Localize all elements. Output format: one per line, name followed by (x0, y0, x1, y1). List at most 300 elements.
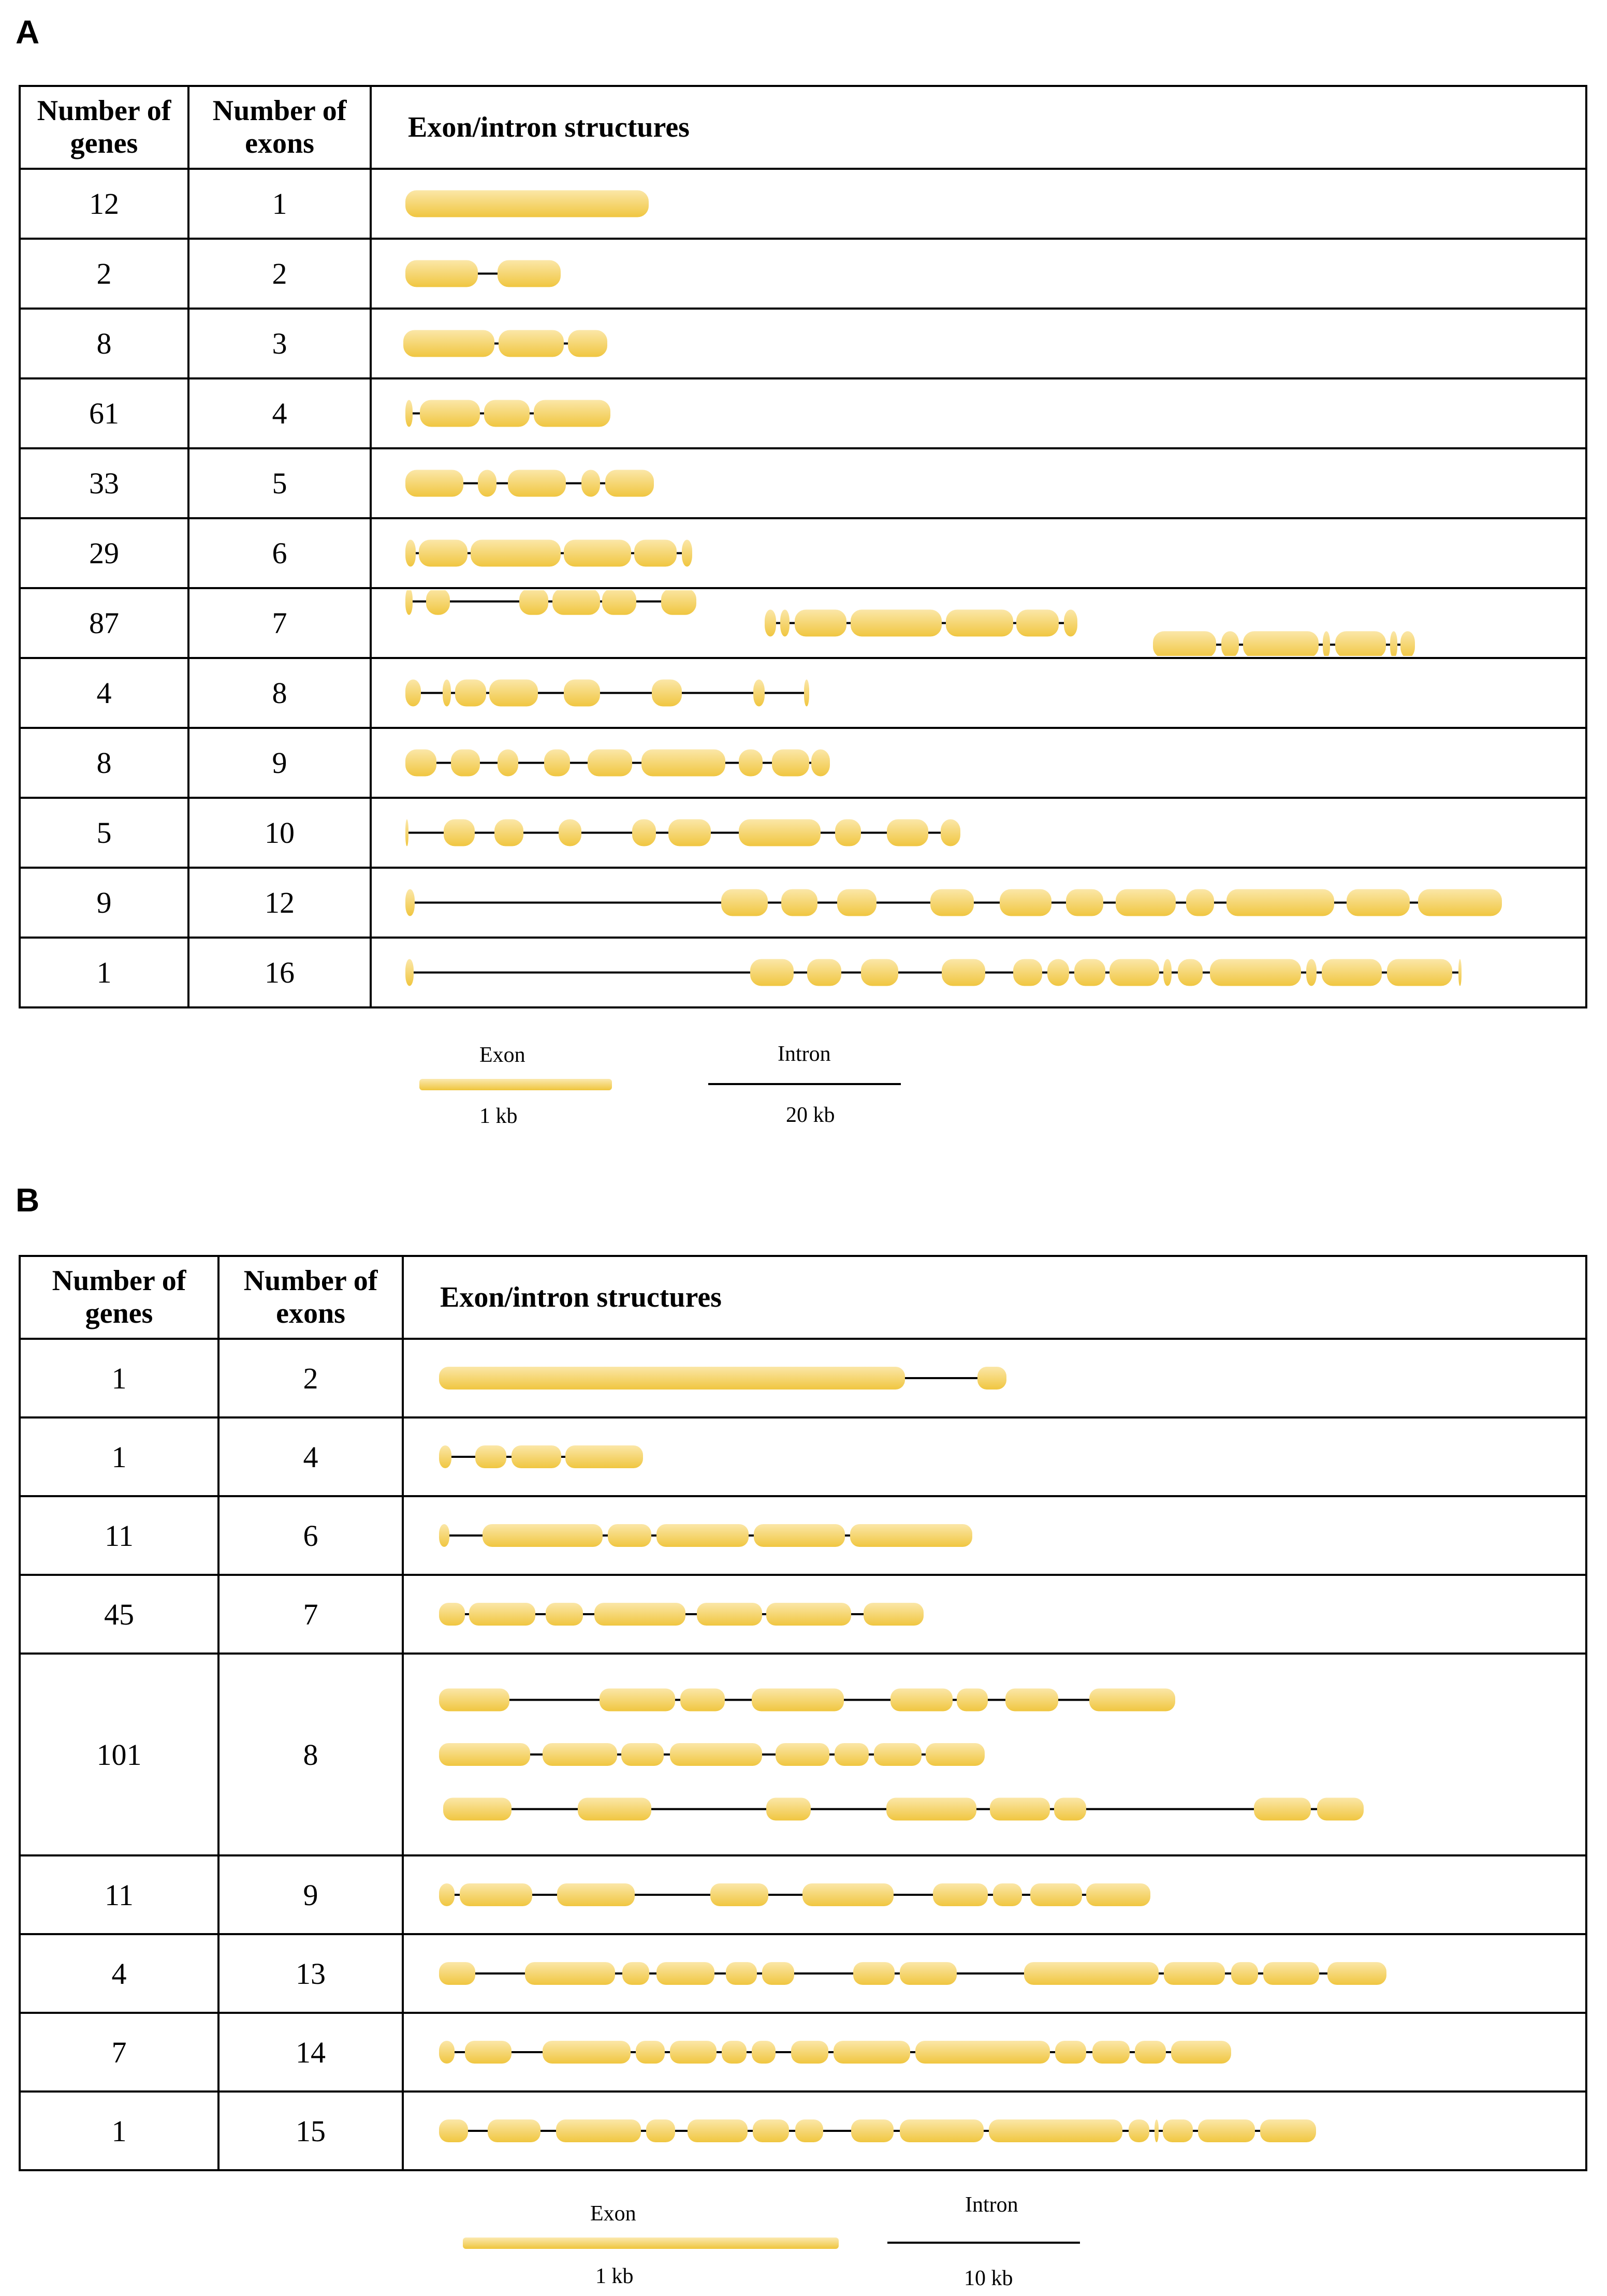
exon-block (439, 1689, 509, 1712)
gene-structure-diagram (372, 171, 1583, 237)
exon-block (1030, 1883, 1082, 1906)
table-row (20, 1855, 1586, 1934)
table-row (20, 169, 1586, 239)
exon-block (608, 1524, 651, 1547)
exon-block (405, 680, 421, 707)
exon-block (752, 1689, 844, 1712)
exon-count-cell: 13 (218, 1934, 403, 2013)
exon-block (753, 680, 765, 707)
exon-block (546, 1603, 583, 1626)
exon-block (636, 2041, 665, 2064)
exon-block (697, 1603, 762, 1626)
table-row (20, 938, 1586, 1007)
exon-count-cell: 7 (218, 1575, 403, 1654)
exon-count-cell: 3 (188, 309, 371, 378)
exon-block (439, 1445, 451, 1468)
gene-count-cell: 11 (20, 1855, 218, 1934)
structure-cell (371, 448, 1586, 518)
gene-count-cell: 1 (20, 1339, 218, 1417)
exon-block (864, 1603, 924, 1626)
exon-block (1074, 959, 1105, 986)
header-exon-intron-structures: Exon/intron structures (371, 86, 1586, 169)
exon-block (722, 2041, 747, 2064)
exon-block (1024, 1962, 1159, 1985)
exon-count-cell: 2 (188, 239, 371, 309)
exon-block (602, 590, 636, 615)
gene-structure-table-a (19, 85, 1587, 1008)
exon-block (989, 2119, 1122, 2142)
gene-count-cell: 8 (20, 309, 188, 378)
gene-structure-diagram (372, 311, 1583, 376)
exon-block (851, 2119, 894, 2142)
exon-block (766, 1798, 811, 1821)
exon-block (765, 610, 776, 637)
table-row (20, 868, 1586, 938)
table-row (20, 588, 1586, 658)
exon-block (1317, 1798, 1364, 1821)
gene-count-cell: 5 (20, 798, 188, 868)
exon-block (465, 2041, 512, 2064)
exon-block (1260, 2119, 1316, 2142)
exon-block (519, 590, 548, 615)
exon-block (1186, 889, 1214, 916)
exon-block (439, 1524, 449, 1547)
gene-count-cell: 45 (20, 1575, 218, 1654)
exon-block (439, 1603, 465, 1626)
structure-cell (403, 2092, 1586, 2170)
exon-block (682, 540, 692, 567)
exon-block (957, 1689, 988, 1712)
exon-block (405, 470, 463, 497)
structure-cell (371, 239, 1586, 309)
legend-exon-bar (418, 1078, 613, 1093)
exon-block (1322, 959, 1382, 986)
structure-cell (371, 588, 1586, 658)
exon-block (766, 1603, 851, 1626)
exon-block (656, 1962, 714, 1985)
legend-intron-line (708, 1081, 901, 1087)
exon-block (405, 191, 649, 217)
header-row (20, 1256, 1586, 1339)
table-row (20, 1654, 1586, 1855)
exon-block (439, 1883, 455, 1906)
legend-exon-label: Exon (590, 2202, 636, 2226)
exon-block (419, 540, 468, 567)
exon-block (941, 820, 960, 846)
exon-count-cell: 12 (188, 868, 371, 938)
exon-block (850, 1524, 972, 1547)
exon-block (405, 260, 478, 287)
exon-block (795, 610, 846, 637)
exon-block (668, 820, 711, 846)
structure-cell (371, 309, 1586, 378)
gene-count-cell: 4 (20, 1934, 218, 2013)
exon-block (426, 590, 450, 615)
exon-count-cell: 8 (218, 1654, 403, 1855)
exon-block (993, 1883, 1022, 1906)
exon-block (439, 2041, 455, 2064)
gene-structure-diagram (404, 1577, 1583, 1651)
exon-block (1178, 959, 1203, 986)
header-number-of-genes: Number of genes (20, 86, 188, 169)
exon-block (926, 1743, 985, 1766)
gene-count-cell: 101 (20, 1654, 218, 1855)
exon-block (1092, 2041, 1130, 2064)
exon-block (1226, 889, 1334, 916)
exon-block (861, 959, 898, 986)
gene-structure-diagram (372, 660, 1583, 726)
gene-structure-diagram (372, 450, 1583, 516)
exon-count-cell: 7 (188, 588, 371, 658)
exon-block (1054, 1798, 1086, 1821)
exon-block (752, 2041, 776, 2064)
exon-block (444, 820, 475, 846)
structure-cell (403, 1339, 1586, 1417)
exon-block (776, 1743, 829, 1766)
exon-block (568, 330, 607, 357)
exon-block (594, 1603, 685, 1626)
table-row (20, 448, 1586, 518)
exon-block (588, 750, 632, 777)
structure-cell (403, 1654, 1586, 1855)
gene-structure-table-b (19, 1255, 1587, 2171)
structure-cell (403, 2013, 1586, 2092)
legend-exon-scale: 1 kb (479, 1104, 518, 1128)
gene-structure-diagram (372, 800, 1583, 866)
gene-count-cell: 11 (20, 1496, 218, 1575)
exon-block (1387, 959, 1452, 986)
exon-block (557, 1883, 635, 1906)
exon-block (721, 889, 768, 916)
structure-cell (403, 1496, 1586, 1575)
exon-block (661, 590, 696, 615)
exon-block (455, 680, 486, 707)
exon-block (443, 1798, 512, 1821)
exon-count-cell: 4 (218, 1417, 403, 1496)
gene-count-cell: 1 (20, 2092, 218, 2170)
exon-count-cell: 8 (188, 658, 371, 728)
exon-block (1016, 610, 1059, 637)
exon-block (726, 1962, 757, 1985)
exon-block (739, 820, 821, 846)
exon-block (915, 2041, 1050, 2064)
exon-block (559, 820, 581, 846)
gene-structure-diagram (372, 241, 1583, 306)
exon-block (1254, 1798, 1311, 1821)
gene-structure-diagram (404, 1858, 1583, 1932)
exon-block (543, 1743, 617, 1766)
exon-block (534, 400, 610, 427)
exon-block (564, 540, 631, 567)
gene-count-cell: 12 (20, 169, 188, 239)
structure-cell (403, 1575, 1586, 1654)
gene-structure-diagram (404, 1420, 1583, 1494)
exon-block (1164, 1962, 1225, 1985)
exon-block (1418, 889, 1502, 916)
exon-block (890, 1689, 953, 1712)
header-exon-intron-structures: Exon/intron structures (403, 1256, 1586, 1339)
structure-cell (371, 798, 1586, 868)
legend-intron-line (887, 2240, 1080, 2246)
exon-count-cell: 9 (218, 1855, 403, 1934)
exon-block (600, 1689, 675, 1712)
exon-block (605, 470, 654, 497)
exon-block (512, 1445, 561, 1468)
exon-block (933, 1883, 988, 1906)
exon-block (508, 470, 566, 497)
exon-block (1055, 2041, 1086, 2064)
exon-block (807, 959, 841, 986)
legend-exon-scale: 1 kb (595, 2264, 634, 2288)
exon-block (1155, 2119, 1159, 2142)
table-row (20, 518, 1586, 588)
gene-count-cell: 9 (20, 868, 188, 938)
exon-block (1000, 889, 1051, 916)
gene-count-cell: 29 (20, 518, 188, 588)
exon-block (525, 1962, 615, 1985)
gene-count-cell: 87 (20, 588, 188, 658)
exon-block (1327, 1962, 1386, 1985)
legend-intron-label: Intron (778, 1042, 831, 1066)
exon-block (405, 750, 436, 777)
exon-block (1163, 2119, 1193, 2142)
legend-exon-label: Exon (479, 1043, 525, 1067)
exon-block (578, 1798, 651, 1821)
exon-count-cell: 10 (188, 798, 371, 868)
exon-block (750, 959, 794, 986)
exon-block (1198, 2119, 1255, 2142)
exon-count-cell: 14 (218, 2013, 403, 2092)
exon-block (622, 1962, 649, 1985)
exon-block (795, 2119, 823, 2142)
gene-structure-diagram (372, 590, 1583, 656)
exon-block (581, 470, 600, 497)
gene-structure-diagram (404, 1936, 1583, 2011)
exon-block (652, 680, 682, 707)
exon-block (762, 1962, 794, 1985)
exon-count-cell: 4 (188, 378, 371, 448)
exon-block (489, 680, 538, 707)
exon-block (646, 2119, 675, 2142)
exon-block (439, 2119, 468, 2142)
exon-block (946, 610, 1013, 637)
exon-block (544, 750, 570, 777)
exon-block (565, 1445, 643, 1468)
exon-block (804, 680, 809, 707)
exon-block (1171, 2041, 1231, 2064)
exon-block (498, 260, 561, 287)
exon-block (621, 1743, 664, 1766)
exon-block (405, 820, 408, 846)
exon-block (484, 400, 530, 427)
exon-block (772, 750, 809, 777)
header-row (20, 86, 1586, 169)
table-row (20, 1575, 1586, 1654)
exon-block (488, 2119, 540, 2142)
gene-count-cell: 61 (20, 378, 188, 448)
exon-block (471, 540, 561, 567)
exon-block (498, 750, 518, 777)
exon-block (443, 680, 451, 707)
structure-cell (371, 518, 1586, 588)
exon-block (460, 1883, 532, 1906)
exon-block (478, 470, 496, 497)
exon-block (1263, 1962, 1319, 1985)
table-row (20, 728, 1586, 798)
exon-block (680, 1689, 725, 1712)
gene-structure-diagram (372, 940, 1583, 1005)
exon-block (1129, 2119, 1149, 2142)
exon-block (632, 820, 656, 846)
exon-block (469, 1603, 535, 1626)
exon-block (688, 2119, 748, 2142)
exon-block (451, 750, 480, 777)
header-number-of-exons: Number of exons (188, 86, 371, 169)
gene-structure-diagram (404, 1656, 1583, 1853)
gene-structure-diagram (372, 381, 1583, 446)
exon-block (887, 820, 928, 846)
legend-intron-scale: 20 kb (786, 1103, 835, 1127)
table-row (20, 1417, 1586, 1496)
exon-block (1116, 889, 1176, 916)
gene-structure-diagram (372, 870, 1583, 935)
exon-block (439, 1367, 905, 1390)
exon-block (990, 1798, 1050, 1821)
exon-block (781, 889, 817, 916)
exon-block (420, 400, 480, 427)
table-row (20, 378, 1586, 448)
exon-count-cell: 6 (218, 1496, 403, 1575)
structure-cell (371, 728, 1586, 798)
exon-count-cell: 16 (188, 938, 371, 1007)
exon-block (739, 750, 763, 777)
exon-block (1458, 959, 1462, 986)
exon-block (1135, 2041, 1166, 2064)
gene-count-cell: 4 (20, 658, 188, 728)
exon-block (1221, 631, 1239, 656)
exon-block (1163, 959, 1172, 986)
structure-cell (371, 169, 1586, 239)
gene-count-cell: 2 (20, 239, 188, 309)
exon-block (754, 1524, 845, 1547)
exon-count-cell: 15 (218, 2092, 403, 2170)
exon-block (1064, 610, 1077, 637)
gene-count-cell: 1 (20, 938, 188, 1007)
exon-block (977, 1367, 1006, 1390)
exon-block (543, 2041, 631, 2064)
exon-block (930, 889, 974, 916)
exon-block (641, 750, 725, 777)
exon-block (900, 1962, 957, 1985)
structure-cell (371, 658, 1586, 728)
gene-structure-diagram (404, 1498, 1583, 1573)
exon-block (1231, 1962, 1258, 1985)
exon-block (552, 590, 600, 615)
legend-intron-scale: 10 kb (964, 2266, 1013, 2290)
exon-block (710, 1883, 768, 1906)
exon-block (900, 2119, 984, 2142)
header-number-of-exons: Number of exons (218, 1256, 403, 1339)
exon-block (1066, 889, 1103, 916)
exon-block (403, 330, 494, 357)
exon-block (835, 1743, 869, 1766)
table-row (20, 2092, 1586, 2170)
gene-structure-diagram (372, 520, 1583, 586)
gene-count-cell: 33 (20, 448, 188, 518)
exon-block (1390, 631, 1397, 656)
exon-block (942, 959, 985, 986)
exon-block (499, 330, 564, 357)
exon-block (753, 2119, 789, 2142)
exon-block (405, 540, 416, 567)
structure-cell (371, 938, 1586, 1007)
gene-structure-diagram (404, 2094, 1583, 2168)
exon-count-cell: 9 (188, 728, 371, 798)
exon-block (1089, 1689, 1175, 1712)
exon-block (1347, 889, 1410, 916)
exon-block (1306, 959, 1317, 986)
exon-block (1210, 959, 1301, 986)
structure-cell (403, 1417, 1586, 1496)
header-number-of-genes: Number of genes (20, 1256, 218, 1339)
table-row (20, 309, 1586, 378)
exon-block (1323, 631, 1330, 656)
exon-block (564, 680, 600, 707)
exon-block (1005, 1689, 1058, 1712)
exon-block (494, 820, 523, 846)
table-row (20, 2013, 1586, 2092)
exon-block (1335, 631, 1386, 656)
structure-cell (403, 1934, 1586, 2013)
exon-block (835, 820, 861, 846)
exon-block (405, 590, 413, 615)
table-row (20, 1934, 1586, 2013)
gene-count-cell: 1 (20, 1417, 218, 1496)
exon-block (837, 889, 876, 916)
exon-block (405, 889, 415, 916)
exon-block (670, 1743, 762, 1766)
exon-count-cell: 2 (218, 1339, 403, 1417)
gene-structure-diagram (404, 2015, 1583, 2089)
exon-block (556, 2119, 641, 2142)
legend-exon-bar (462, 2236, 840, 2252)
legend-intron-label: Intron (965, 2193, 1018, 2217)
exon-block (853, 1962, 895, 1985)
table-row (20, 658, 1586, 728)
exon-block (1243, 631, 1319, 656)
exon-count-cell: 6 (188, 518, 371, 588)
exon-block (874, 1743, 922, 1766)
exon-block (791, 2041, 828, 2064)
exon-block (851, 610, 942, 637)
table-row (20, 1339, 1586, 1417)
exon-block (1086, 1883, 1150, 1906)
exon-block (834, 2041, 910, 2064)
panel-a-label: A (16, 13, 40, 51)
structure-cell (371, 378, 1586, 448)
exon-block (405, 959, 414, 986)
exon-block (886, 1798, 976, 1821)
panel-b-label: B (16, 1181, 40, 1219)
gene-count-cell: 7 (20, 2013, 218, 2092)
gene-count-cell: 8 (20, 728, 188, 798)
exon-count-cell: 5 (188, 448, 371, 518)
exon-block (811, 750, 830, 777)
structure-cell (371, 868, 1586, 938)
exon-block (439, 1962, 475, 1985)
exon-block (1013, 959, 1042, 986)
table-row (20, 239, 1586, 309)
